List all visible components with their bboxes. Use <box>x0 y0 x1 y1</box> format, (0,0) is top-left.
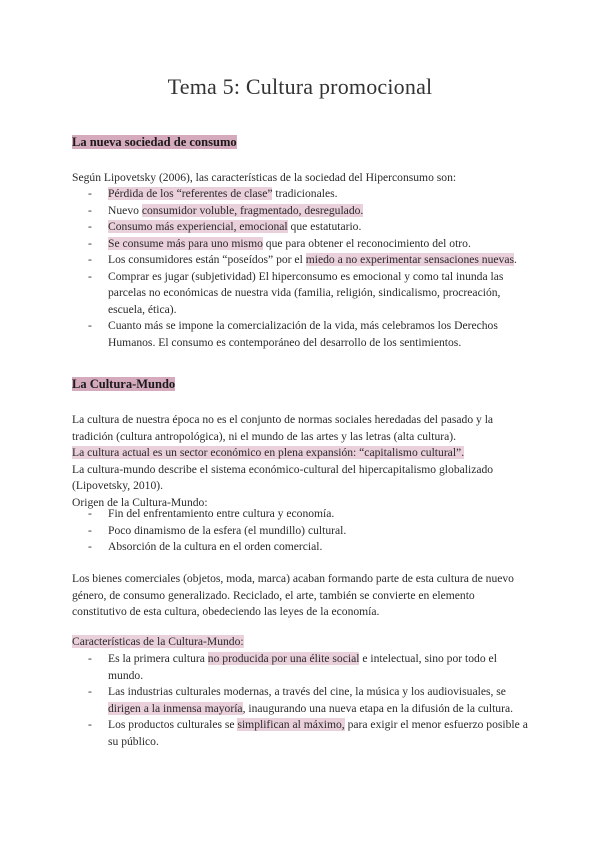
characteristics-list <box>72 651 532 750</box>
paragraph: La cultura actual es un sector económico en plena expansión: “capitalismo cultural”. <box>72 446 465 459</box>
paragraph: La cultura de nuestra época no es el conjunto de normas sociales heredadas del pasado y la tradición (cultura antropológica), ni el mundo de las artes y las letras (alta cultura). <box>72 413 494 443</box>
section-heading-consumo: La nueva sociedad de consumo <box>72 135 237 149</box>
list-item: - Cuanto más se impone la comercialización de la vida, más celebramos los Derechos Humanos. El consumo es contemporáneo del desarrollo de los sentimientos. <box>88 319 498 349</box>
paragraph: La cultura-mundo describe el sistema económico-cultural del hipercapitalismo globalizado (Lipovetsky, 2010). <box>72 462 494 492</box>
page-title: Tema 5: Cultura promocional <box>167 74 433 99</box>
list-item: - Es la primera cultura no producida por una élite social e intelectual, sino por todo el mundo. <box>88 652 497 682</box>
origin-list <box>72 506 532 556</box>
list-item: - Consumo más experiencial, emocional que estatutario. <box>88 220 362 233</box>
list-item: - Poco dinamismo de la esfera (el mundillo) cultural. <box>88 523 347 537</box>
list-item: - Absorción de la cultura en el orden comercial. <box>88 540 323 553</box>
list-item: - Los productos culturales se simplifican al máximo, para exigir el menor esfuerzo posible a su público. <box>88 718 528 748</box>
hiperconsumo-list <box>72 186 532 351</box>
paragraph: Origen de la Cultura-Mundo: <box>72 495 208 509</box>
list-item: - Fin del enfrentamiento entre cultura y economía. <box>88 507 335 520</box>
characteristics-heading: Características de la Cultura-Mundo: <box>72 635 244 648</box>
section1-intro: Según Lipovetsky (2006), las características de la sociedad del Hiperconsumo son: <box>72 171 457 184</box>
section2-paragraphs <box>72 412 532 511</box>
list-item: - Se consume más para uno mismo que para obtener el reconocimiento del otro. <box>88 236 471 250</box>
list-item: - Nuevo consumidor voluble, fragmentado, desregulado. <box>88 203 364 217</box>
list-item: - Comprar es jugar (subjetividad) El hiperconsumo es emocional y como tal inunda las parcelas no económicas de nuestra vida (familia, religión, sindicalismo, procreación, escuela, ética). <box>88 269 504 316</box>
section-heading-cultura-mundo: La Cultura-Mundo <box>72 377 176 391</box>
list-item: - Las industrias culturales modernas, a través del cine, la música y los audiovisuales, se dirigen a la inmensa mayoría, inaugurando una nueva etapa en la difusión de la cultura. <box>88 685 513 715</box>
list-item: - Los consumidores están “poseídos” por el miedo a no experimentar sensaciones nuevas. <box>88 253 517 266</box>
paragraph-bienes: Los bienes comerciales (objetos, moda, marca) acaban formando parte de esta cultura de nuevo género, de consumo generalizado. Reciclado, el arte, también se convierte en elemento constitutivo de esta cultura, obedeciendo las leyes de la economía. <box>72 572 514 618</box>
list-item: - Pérdida de los “referentes de clase” tradicionales. <box>88 187 338 200</box>
